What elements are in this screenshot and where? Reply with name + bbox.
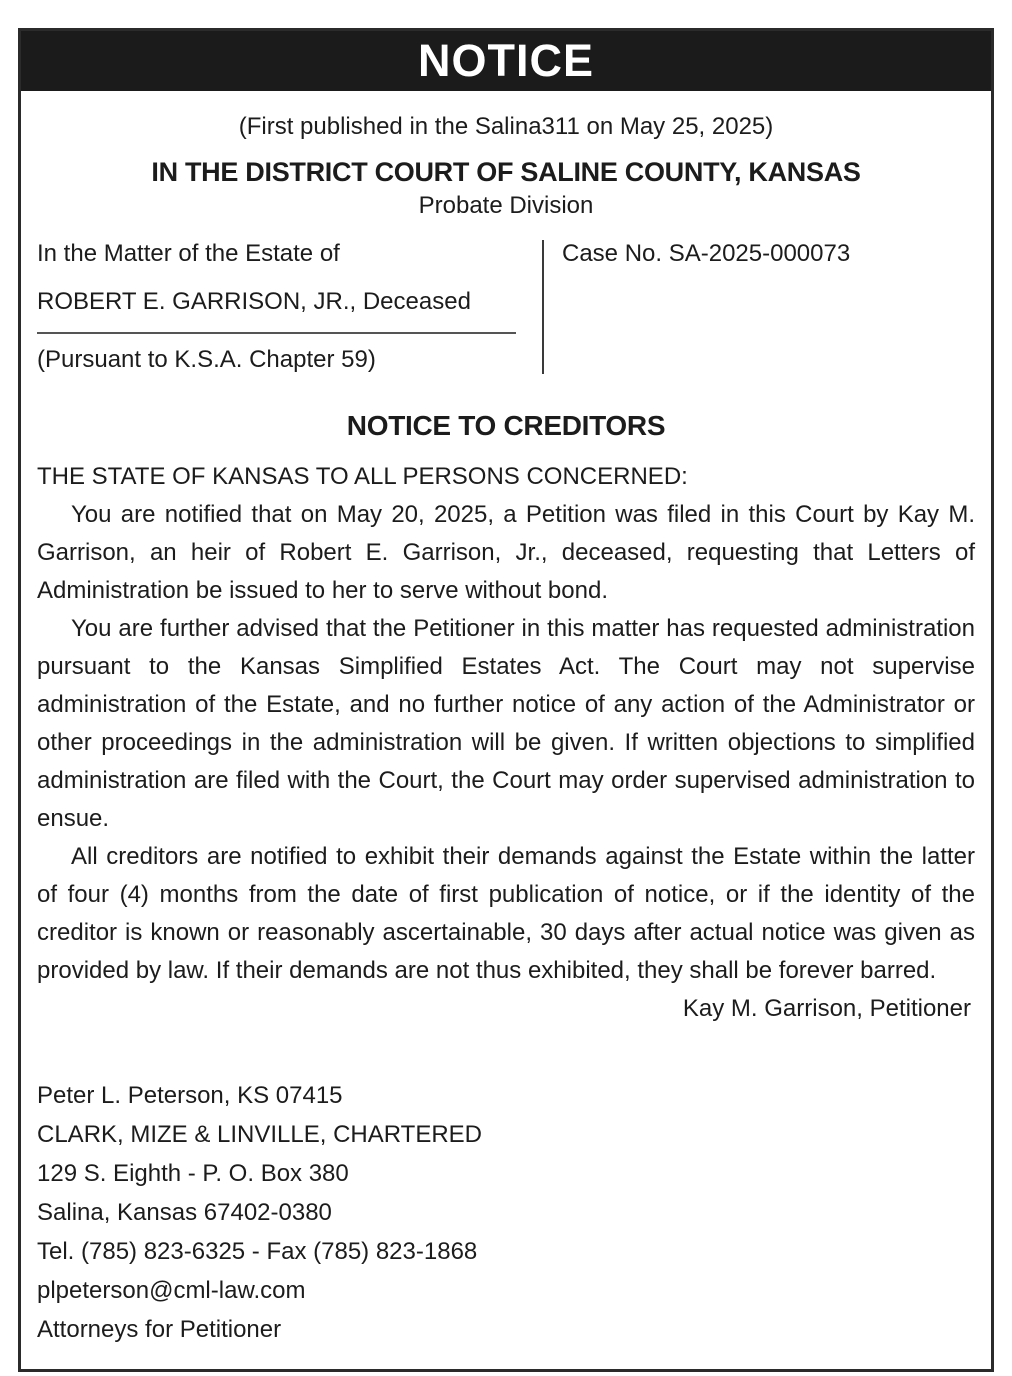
attorney-name-line: Peter L. Peterson, KS 07415 bbox=[37, 1082, 343, 1109]
first-published-line: (First published in the Salina311 on May 25, 2025) bbox=[238, 113, 774, 140]
notice-banner: NOTICE bbox=[21, 31, 991, 91]
statute-line: (Pursuant to K.S.A. Chapter 59) bbox=[37, 346, 376, 373]
caption-rule bbox=[37, 332, 516, 334]
case-number: Case No. SA-2025-000073 bbox=[562, 240, 851, 267]
notice-content bbox=[21, 113, 991, 1369]
law-firm-name-line: CLARK, MIZE & LINVILLE, CHARTERED bbox=[37, 1121, 483, 1148]
case-caption-right bbox=[542, 240, 975, 374]
attorneys-for-petitioner-line: Attorneys for Petitioner bbox=[37, 1316, 282, 1343]
firm-phone-fax-line: Tel. (785) 823-6325 - Fax (785) 823-1868 bbox=[37, 1238, 478, 1265]
firm-city-state-zip-line: Salina, Kansas 67402-0380 bbox=[37, 1199, 332, 1226]
salutation-line: THE STATE OF KANSAS TO ALL PERSONS CONCERNED: bbox=[37, 463, 688, 490]
attorney-block bbox=[37, 1076, 975, 1349]
case-caption-left bbox=[37, 240, 542, 374]
petitioner-signature: Kay M. Garrison, Petitioner bbox=[682, 995, 971, 1022]
court-title: IN THE DISTRICT COURT OF SALINE COUNTY, KANSAS bbox=[151, 157, 861, 187]
body-paragraph-3: All creditors are notified to exhibit their demands against the Estate within the latter of four (4) months from the date of first publication of notice, or if the identity of the creditor is known or reasonably ascertainable, 30 days after actual notice was given as provided by law. If their demands are not thus exhibited, they shall be forever barred. bbox=[37, 843, 975, 984]
probate-division-label: Probate Division bbox=[418, 192, 594, 219]
body-paragraph-1: You are notified that on May 20, 2025, a Petition was filed in this Court by Kay M. Garrison, an heir of Robert E. Garrison, Jr., deceased, requesting that Letters of Administration be issued to her to serve without bond. bbox=[37, 501, 975, 604]
body-paragraph-2: You are further advised that the Petitioner in this matter has requested administration pursuant to the Kansas Simplified Estates Act. The Court may not supervise administration of the Estate, and no further notice of any action of the Administrator or other proceedings in the administration will be given. If written objections to simplified administration are filed with the Court, the Court may order supervised administration to ensue. bbox=[37, 615, 975, 832]
case-caption bbox=[37, 240, 975, 374]
firm-street-address-line: 129 S. Eighth - P. O. Box 380 bbox=[37, 1160, 349, 1187]
notice-box bbox=[18, 28, 994, 1372]
attorney-email-line: plpeterson@cml-law.com bbox=[37, 1277, 306, 1304]
section-title-notice-to-creditors: NOTICE TO CREDITORS bbox=[346, 410, 666, 441]
matter-line: In the Matter of the Estate of bbox=[37, 240, 340, 267]
decedent-name-line: ROBERT E. GARRISON, JR., Deceased bbox=[37, 288, 471, 315]
